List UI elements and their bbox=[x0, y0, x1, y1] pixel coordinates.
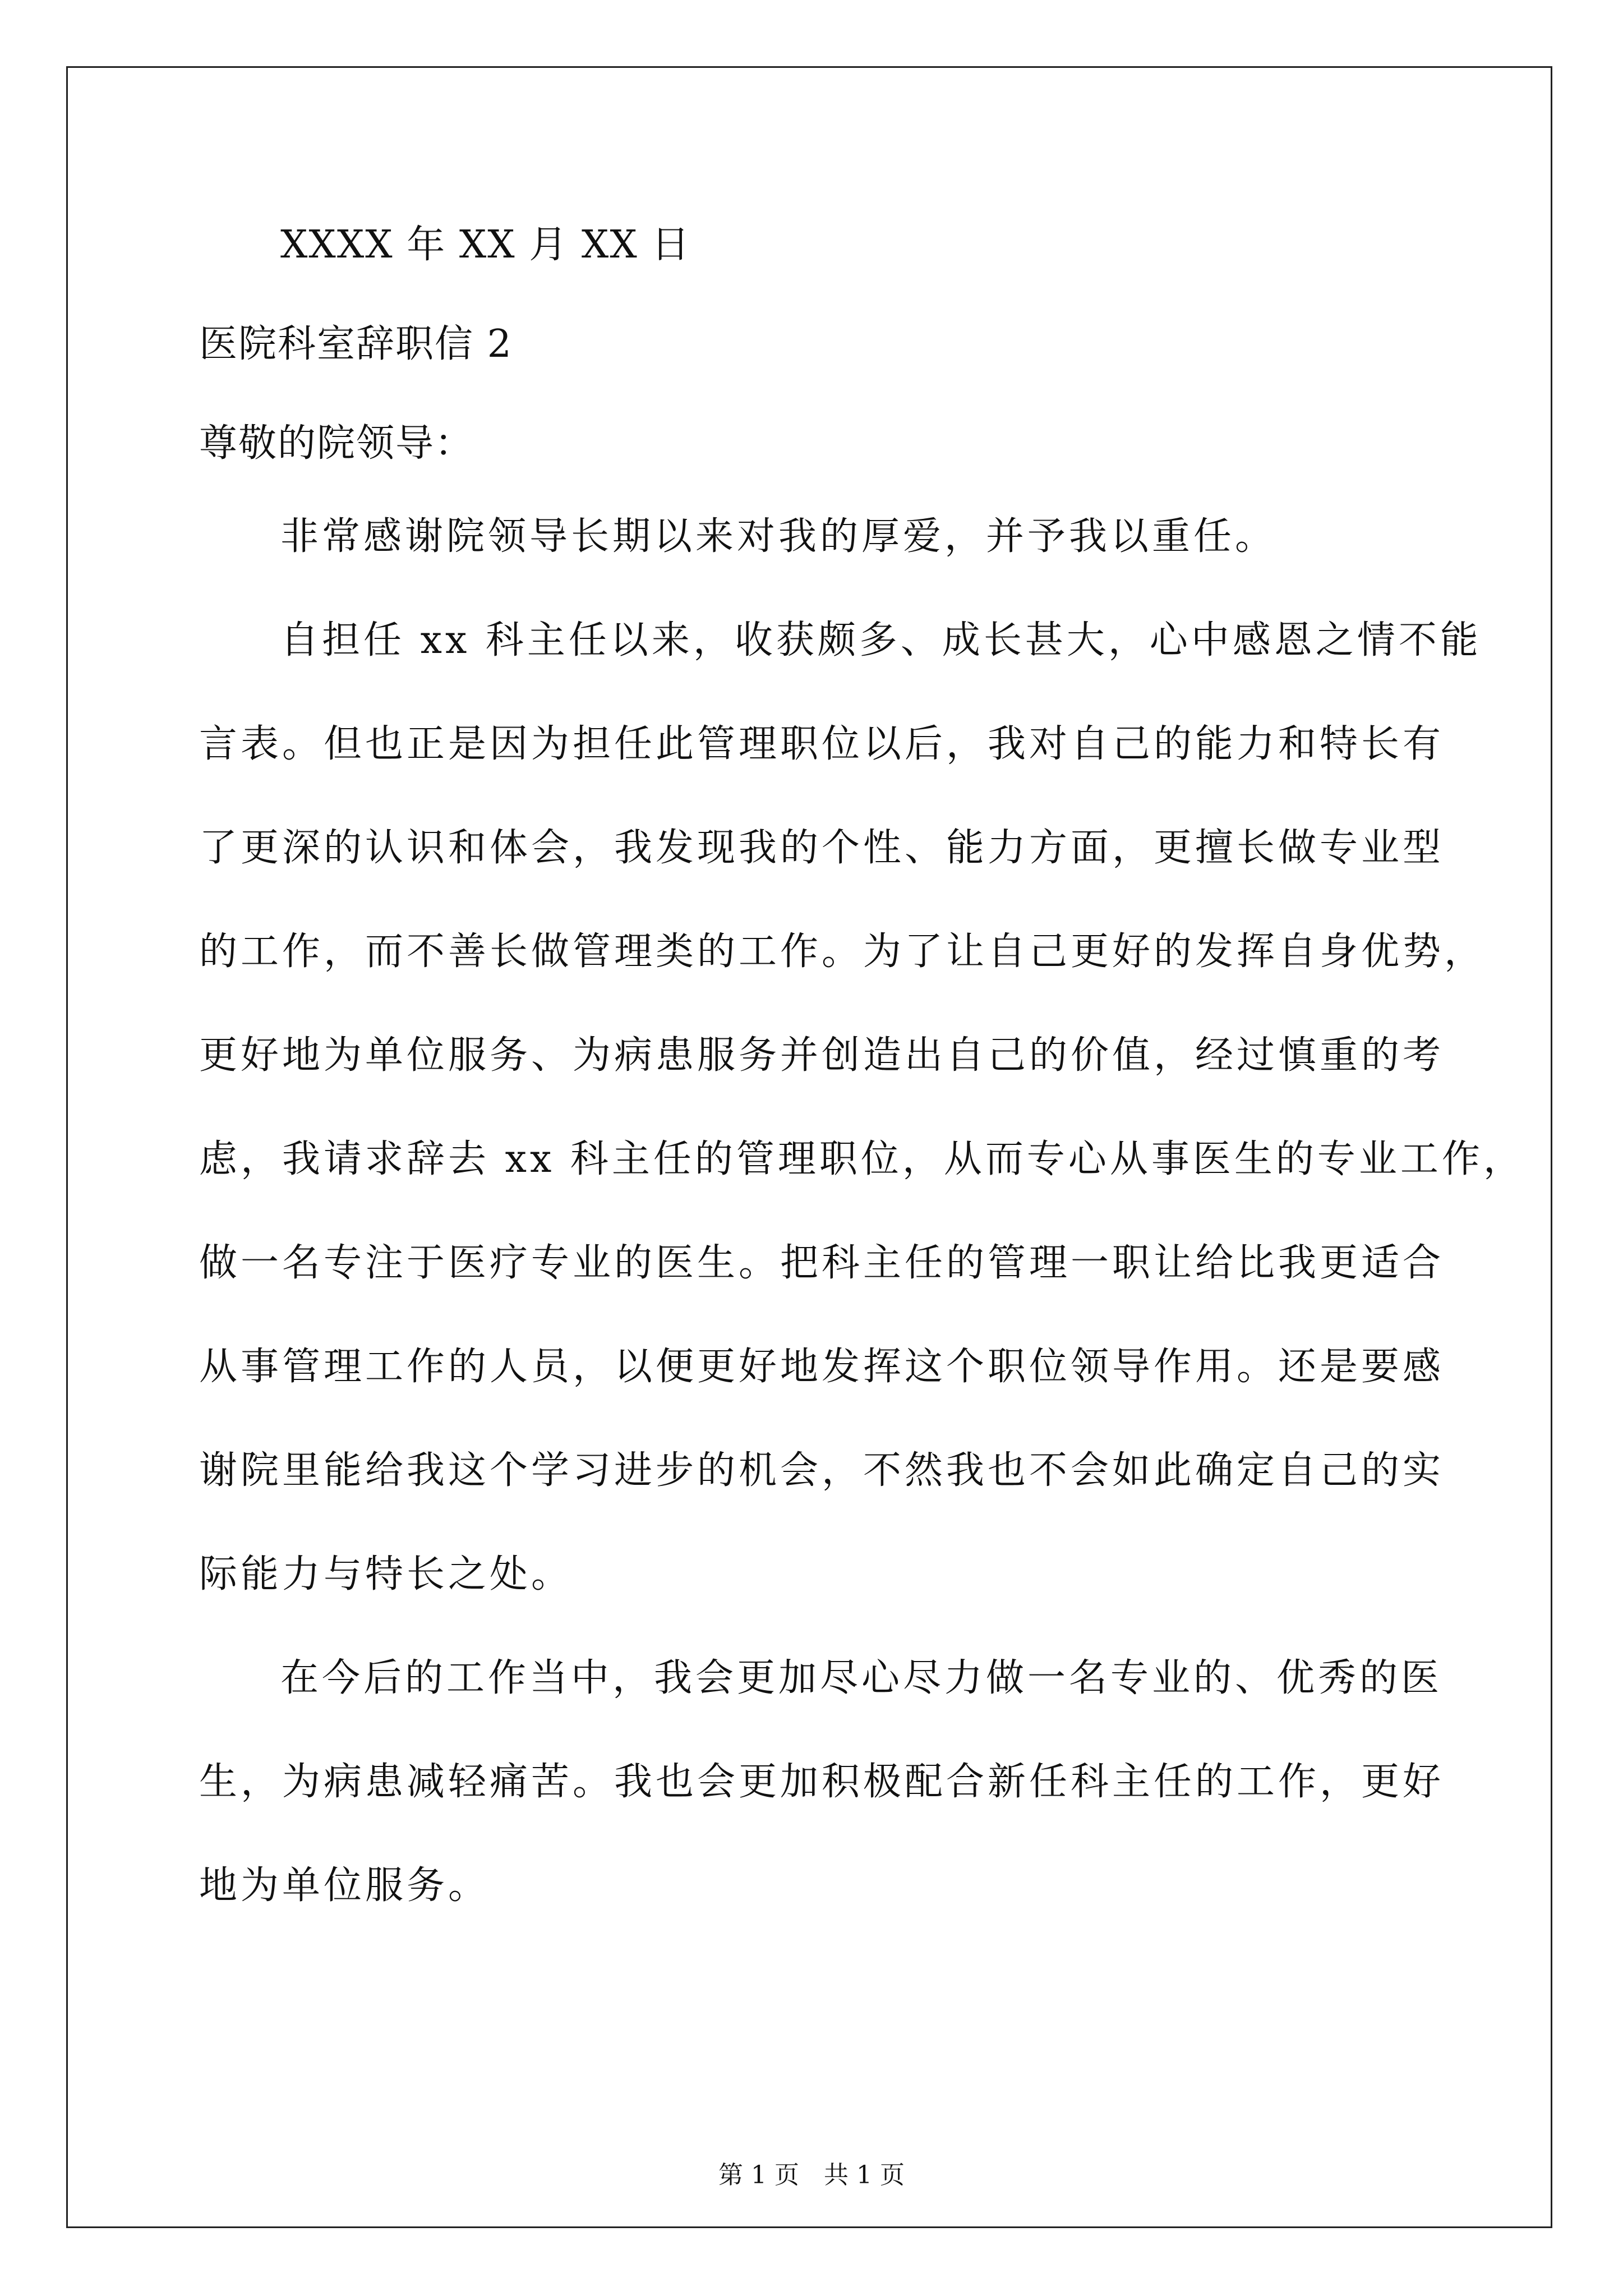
paragraph-line: 做一名专注于医疗专业的医生。把科主任的管理一职让给比我更适合 bbox=[199, 1241, 1445, 1285]
paragraph-line: 虑，我请求辞去 xx 科主任的管理职位，从而专心从事医生的专业工作， bbox=[199, 1137, 1525, 1181]
paragraph-line: 言表。但也正是因为担任此管理职位以后，我对自己的能力和特长有 bbox=[199, 722, 1445, 766]
paragraph-line: 自担任 xx 科主任以来，收获颇多、成长甚大，心中感恩之情不能 bbox=[280, 618, 1482, 662]
paragraph-1 bbox=[199, 485, 1427, 588]
paragraph-line: 地为单位服务。 bbox=[199, 1864, 490, 1908]
salutation: 尊敬的院领导： bbox=[199, 421, 474, 466]
paragraph-3 bbox=[199, 1626, 1445, 1938]
date-line: XXXX 年 XX 月 XX 日 bbox=[280, 223, 691, 267]
paragraph-line: 生，为病患减轻痛苦。我也会更加积极配合新任科主任的工作，更好 bbox=[199, 1760, 1445, 1804]
page-number: 第 1 页 共 1 页 bbox=[718, 2161, 905, 2189]
paragraph-2 bbox=[199, 588, 1525, 1626]
page-footer bbox=[0, 2159, 1623, 2192]
paragraph-line: 在今后的工作当中，我会更加尽心尽力做一名专业的、优秀的医 bbox=[280, 1656, 1443, 1700]
paragraph-line: 了更深的认识和体会，我发现我的个性、能力方面，更擅长做专业型 bbox=[199, 826, 1445, 870]
paragraph-line: 非常感谢院领导长期以来对我的厚爱，并予我以重任。 bbox=[280, 514, 1277, 559]
paragraph-line: 从事管理工作的人员，以便更好地发挥这个职位领导作用。还是要感 bbox=[199, 1345, 1445, 1389]
letter-title: 医院科室辞职信 2 bbox=[199, 322, 513, 366]
paragraph-line: 谢院里能给我这个学习进步的机会，不然我也不会如此确定自己的实 bbox=[199, 1448, 1445, 1493]
paragraph-line: 的工作，而不善长做管理类的工作。为了让自己更好的发挥自身优势， bbox=[199, 930, 1486, 974]
paragraph-line: 更好地为单位服务、为病患服务并创造出自己的价值，经过慎重的考 bbox=[199, 1033, 1445, 1078]
letter-body bbox=[199, 220, 1525, 1938]
paragraph-line: 际能力与特长之处。 bbox=[199, 1552, 573, 1596]
